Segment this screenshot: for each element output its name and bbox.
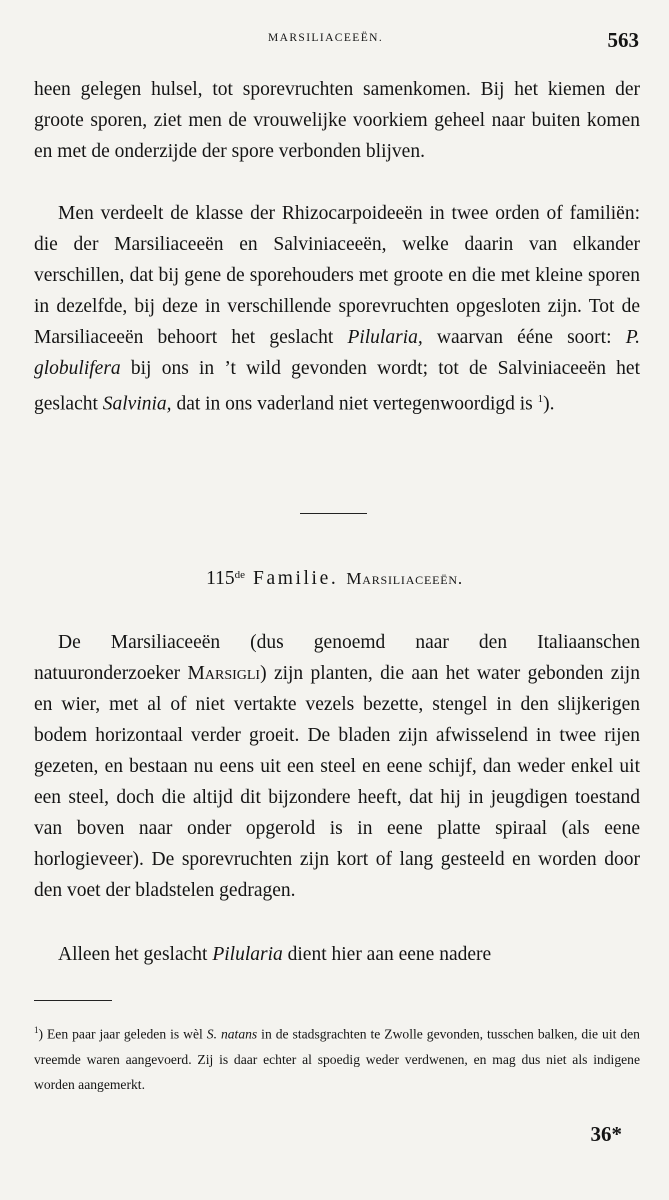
genus-name: Pilularia: [212, 944, 283, 965]
paragraph-classification: [34, 198, 640, 420]
family-number-value: 115: [206, 568, 235, 589]
footnote: [34, 1018, 640, 1097]
genus-name: Salvinia,: [102, 393, 172, 415]
family-name: Marsiliaceeën.: [346, 569, 463, 588]
family-number: [206, 568, 245, 589]
family-heading: [0, 568, 669, 590]
signature-mark: 36*: [590, 1122, 622, 1146]
running-head: [0, 30, 669, 54]
text-run: bij ons in ’t wild gevonden wordt; tot de Salviniaceeën het geslacht: [34, 358, 640, 415]
running-title: MARSILIACEEËN.: [268, 32, 384, 44]
text-run: ).: [543, 393, 555, 415]
paragraph-description: [34, 627, 640, 906]
text-run: waarvan ééne soort:: [422, 327, 626, 348]
person-name: Marsigli: [187, 663, 261, 684]
family-number-suffix: de: [234, 569, 246, 581]
text-run: dient hier aan eene nadere: [282, 944, 492, 965]
footnote-rule: [34, 1000, 112, 1001]
text-run: dat in ons vaderland niet vertegenwoordigd is: [171, 393, 538, 415]
page-number: 563: [607, 28, 639, 52]
footnote-marker: 1: [34, 1025, 39, 1035]
paragraph-pilularia: [34, 939, 640, 970]
footnote-reference: 1: [537, 393, 544, 405]
family-word: Familie.: [253, 568, 339, 589]
text-run: Alleen het geslacht: [58, 944, 213, 965]
genus-name: Pilularia,: [347, 327, 423, 348]
species-name: S. natans: [206, 1026, 258, 1042]
text-run: in de stadsgrachten te Zwolle gevonden, tusschen balken, die uit den vreemde waren aangevoerd. Zij is daar echter al spoedig weder verdwenen, en mag dus niet als indigene worden aangemerkt.: [34, 1026, 640, 1092]
text-run: De Marsiliaceeën (dus genoemd naar den Italiaanschen natuuronderzoeker: [34, 632, 640, 684]
text-run: ) Een paar jaar geleden is wèl: [38, 1026, 207, 1042]
species-name: P. globulifera: [34, 327, 640, 379]
text-run: ) zijn planten, die aan het water gebonden zijn en wier, met al of niet vertakte vezels bezette, stengel in den slijkerigen bodem horizontaal verder groeit. De bladen zijn afwisselend in twee rijen gezeten, en bestaan nu eens uit een steel en eene schijf, dan weder enkel uit een steel, doch die altijd dit bijzondere heeft, dat hij in jeugdigen toestand van boven naar onder opgerold is in eene platte spiraal (als eene horlogieveer). De sporevruchten zijn kort of lang gesteeld en worden door den voet der bladstelen gedragen.: [34, 663, 640, 901]
section-divider: [300, 513, 367, 514]
text-run: Men verdeelt de klasse der Rhizocarpoideeën in twee orden of familiën: die der Marsiliaceeën en Salviniaceeën, welke daarin van elkander verschillen, dat bij gene de sporehouders met groote en die met kleine sporen in dezelfde, bij deze in verschillende sporevruchten opgesloten zijn. Tot de Marsiliaceeën behoort het geslacht: [34, 203, 640, 348]
paragraph-continued: heen gelegen hulsel, tot sporevruchten samenkomen. Bij het kiemen der groote sporen, ziet men de vrouwelijke voorkiem geheel naar buiten komen en met de onderzijde der spore verbonden blijven.: [34, 79, 640, 162]
